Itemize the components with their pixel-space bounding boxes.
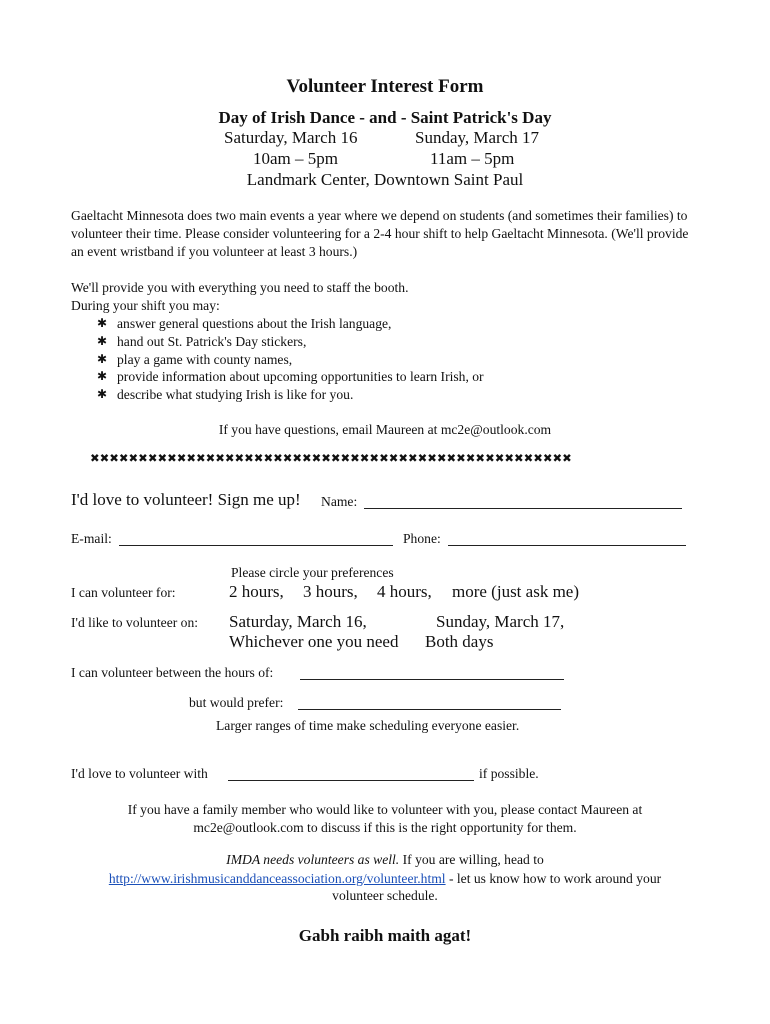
phone-label: Phone: bbox=[403, 531, 441, 546]
intro-shift-line: During your shift you may: bbox=[71, 298, 220, 313]
email-label: E-mail: bbox=[71, 531, 112, 546]
name-field[interactable] bbox=[364, 494, 682, 509]
option-sunday[interactable]: Sunday, March 17, bbox=[436, 612, 565, 631]
closing-thanks: Gabh raibh maith agat! bbox=[298, 926, 472, 945]
asterisk-icon: ✱ bbox=[96, 351, 108, 366]
email-field[interactable] bbox=[119, 531, 393, 546]
list-item bbox=[95, 315, 484, 333]
option-whichever[interactable]: Whichever one you need bbox=[229, 632, 399, 651]
option-both-days[interactable]: Both days bbox=[425, 632, 494, 651]
family-line-1: If you have a family member who would like to volunteer with you, please contact Maureen at bbox=[127, 802, 643, 817]
option-saturday[interactable]: Saturday, March 16, bbox=[229, 612, 367, 631]
day1-time: 10am – 5pm bbox=[253, 149, 338, 168]
imda-after-link: - let us know how to work around your bbox=[445, 871, 662, 886]
day1-date: Saturday, March 16 bbox=[224, 128, 358, 147]
asterisk-icon: ✱ bbox=[96, 316, 108, 330]
imda-italic: IMDA needs volunteers as well. bbox=[226, 852, 400, 867]
asterisk-icon: ✱ bbox=[96, 333, 108, 348]
volunteer-for-label: I can volunteer for: bbox=[71, 585, 176, 600]
option-4-hours[interactable]: 4 hours, bbox=[377, 582, 432, 601]
duty-text: play a game with county names, bbox=[117, 351, 293, 367]
questions-line: If you have questions, email Maureen at mc2e@outlook.com bbox=[218, 422, 552, 437]
duties-list bbox=[95, 315, 484, 404]
intro-provide-line: We'll provide you with everything you need to staff the booth. bbox=[71, 280, 409, 295]
volunteer-with-suffix: if possible. bbox=[479, 766, 539, 781]
ranges-note: Larger ranges of time make scheduling everyone easier. bbox=[216, 718, 520, 733]
intro-paragraph: Gaeltacht Minnesota does two main events a year where we depend on students (and sometimes their families) to volunteer their time. Please consider volunteering for a 2-4 hour shift to help Gaeltacht Minnesota. (We'll provide an event wristband if you volunteer at least 3 hours.) bbox=[71, 208, 689, 259]
duty-text: answer general questions about the Irish language, bbox=[117, 316, 392, 331]
volunteer-with-field[interactable] bbox=[228, 766, 474, 781]
name-label: Name: bbox=[321, 494, 358, 509]
family-line-2: mc2e@outlook.com to discuss if this is the right opportunity for them. bbox=[193, 820, 577, 835]
list-item bbox=[95, 386, 484, 404]
list-item bbox=[95, 368, 484, 386]
imda-line-1 bbox=[0, 852, 770, 868]
signup-heading: I'd love to volunteer! Sign me up! bbox=[71, 490, 301, 509]
asterisk-icon: ✱ bbox=[96, 387, 108, 402]
volunteer-with-label: I'd love to volunteer with bbox=[71, 766, 208, 781]
hours-field[interactable] bbox=[300, 665, 564, 680]
circle-hint: Please circle your preferences bbox=[231, 565, 394, 580]
imda-line-2 bbox=[0, 871, 770, 887]
option-more-hours[interactable]: more (just ask me) bbox=[452, 582, 579, 601]
volunteer-on-label: I'd like to volunteer on: bbox=[71, 615, 199, 630]
option-2-hours[interactable]: 2 hours, bbox=[229, 582, 284, 601]
asterisk-icon: ✱ bbox=[96, 369, 108, 384]
duty-text: describe what studying Irish is like for you. bbox=[117, 387, 354, 403]
hours-label: I can volunteer between the hours of: bbox=[71, 665, 274, 680]
prefer-field[interactable] bbox=[298, 695, 561, 710]
duty-text: hand out St. Patrick's Day stickers, bbox=[117, 333, 307, 349]
page-title: Volunteer Interest Form bbox=[286, 76, 484, 97]
event-name: Day of Irish Dance - and - Saint Patrick's Day bbox=[218, 108, 552, 127]
list-item bbox=[95, 351, 484, 369]
list-item bbox=[95, 333, 484, 351]
prefer-label: but would prefer: bbox=[189, 695, 284, 710]
imda-line-3: volunteer schedule. bbox=[332, 888, 438, 903]
imda-volunteer-link[interactable]: http://www.irishmusicanddanceassociation.org/volunteer.html bbox=[108, 871, 446, 886]
event-location: Landmark Center, Downtown Saint Paul bbox=[246, 170, 524, 189]
option-3-hours[interactable]: 3 hours, bbox=[303, 582, 358, 601]
decorative-divider: ✖✖✖✖✖✖✖✖✖✖✖✖✖✖✖✖✖✖✖✖✖✖✖✖✖✖✖✖✖✖✖✖✖✖✖✖✖✖✖✖✖✖✖✖✖✖✖✖✖✖ bbox=[90, 451, 572, 465]
phone-field[interactable] bbox=[448, 531, 686, 546]
duty-text: provide information about upcoming opportunities to learn Irish, or bbox=[117, 369, 484, 385]
day2-date: Sunday, March 17 bbox=[415, 128, 540, 147]
imda-rest: If you are willing, head to bbox=[399, 852, 544, 867]
day2-time: 11am – 5pm bbox=[430, 149, 515, 168]
